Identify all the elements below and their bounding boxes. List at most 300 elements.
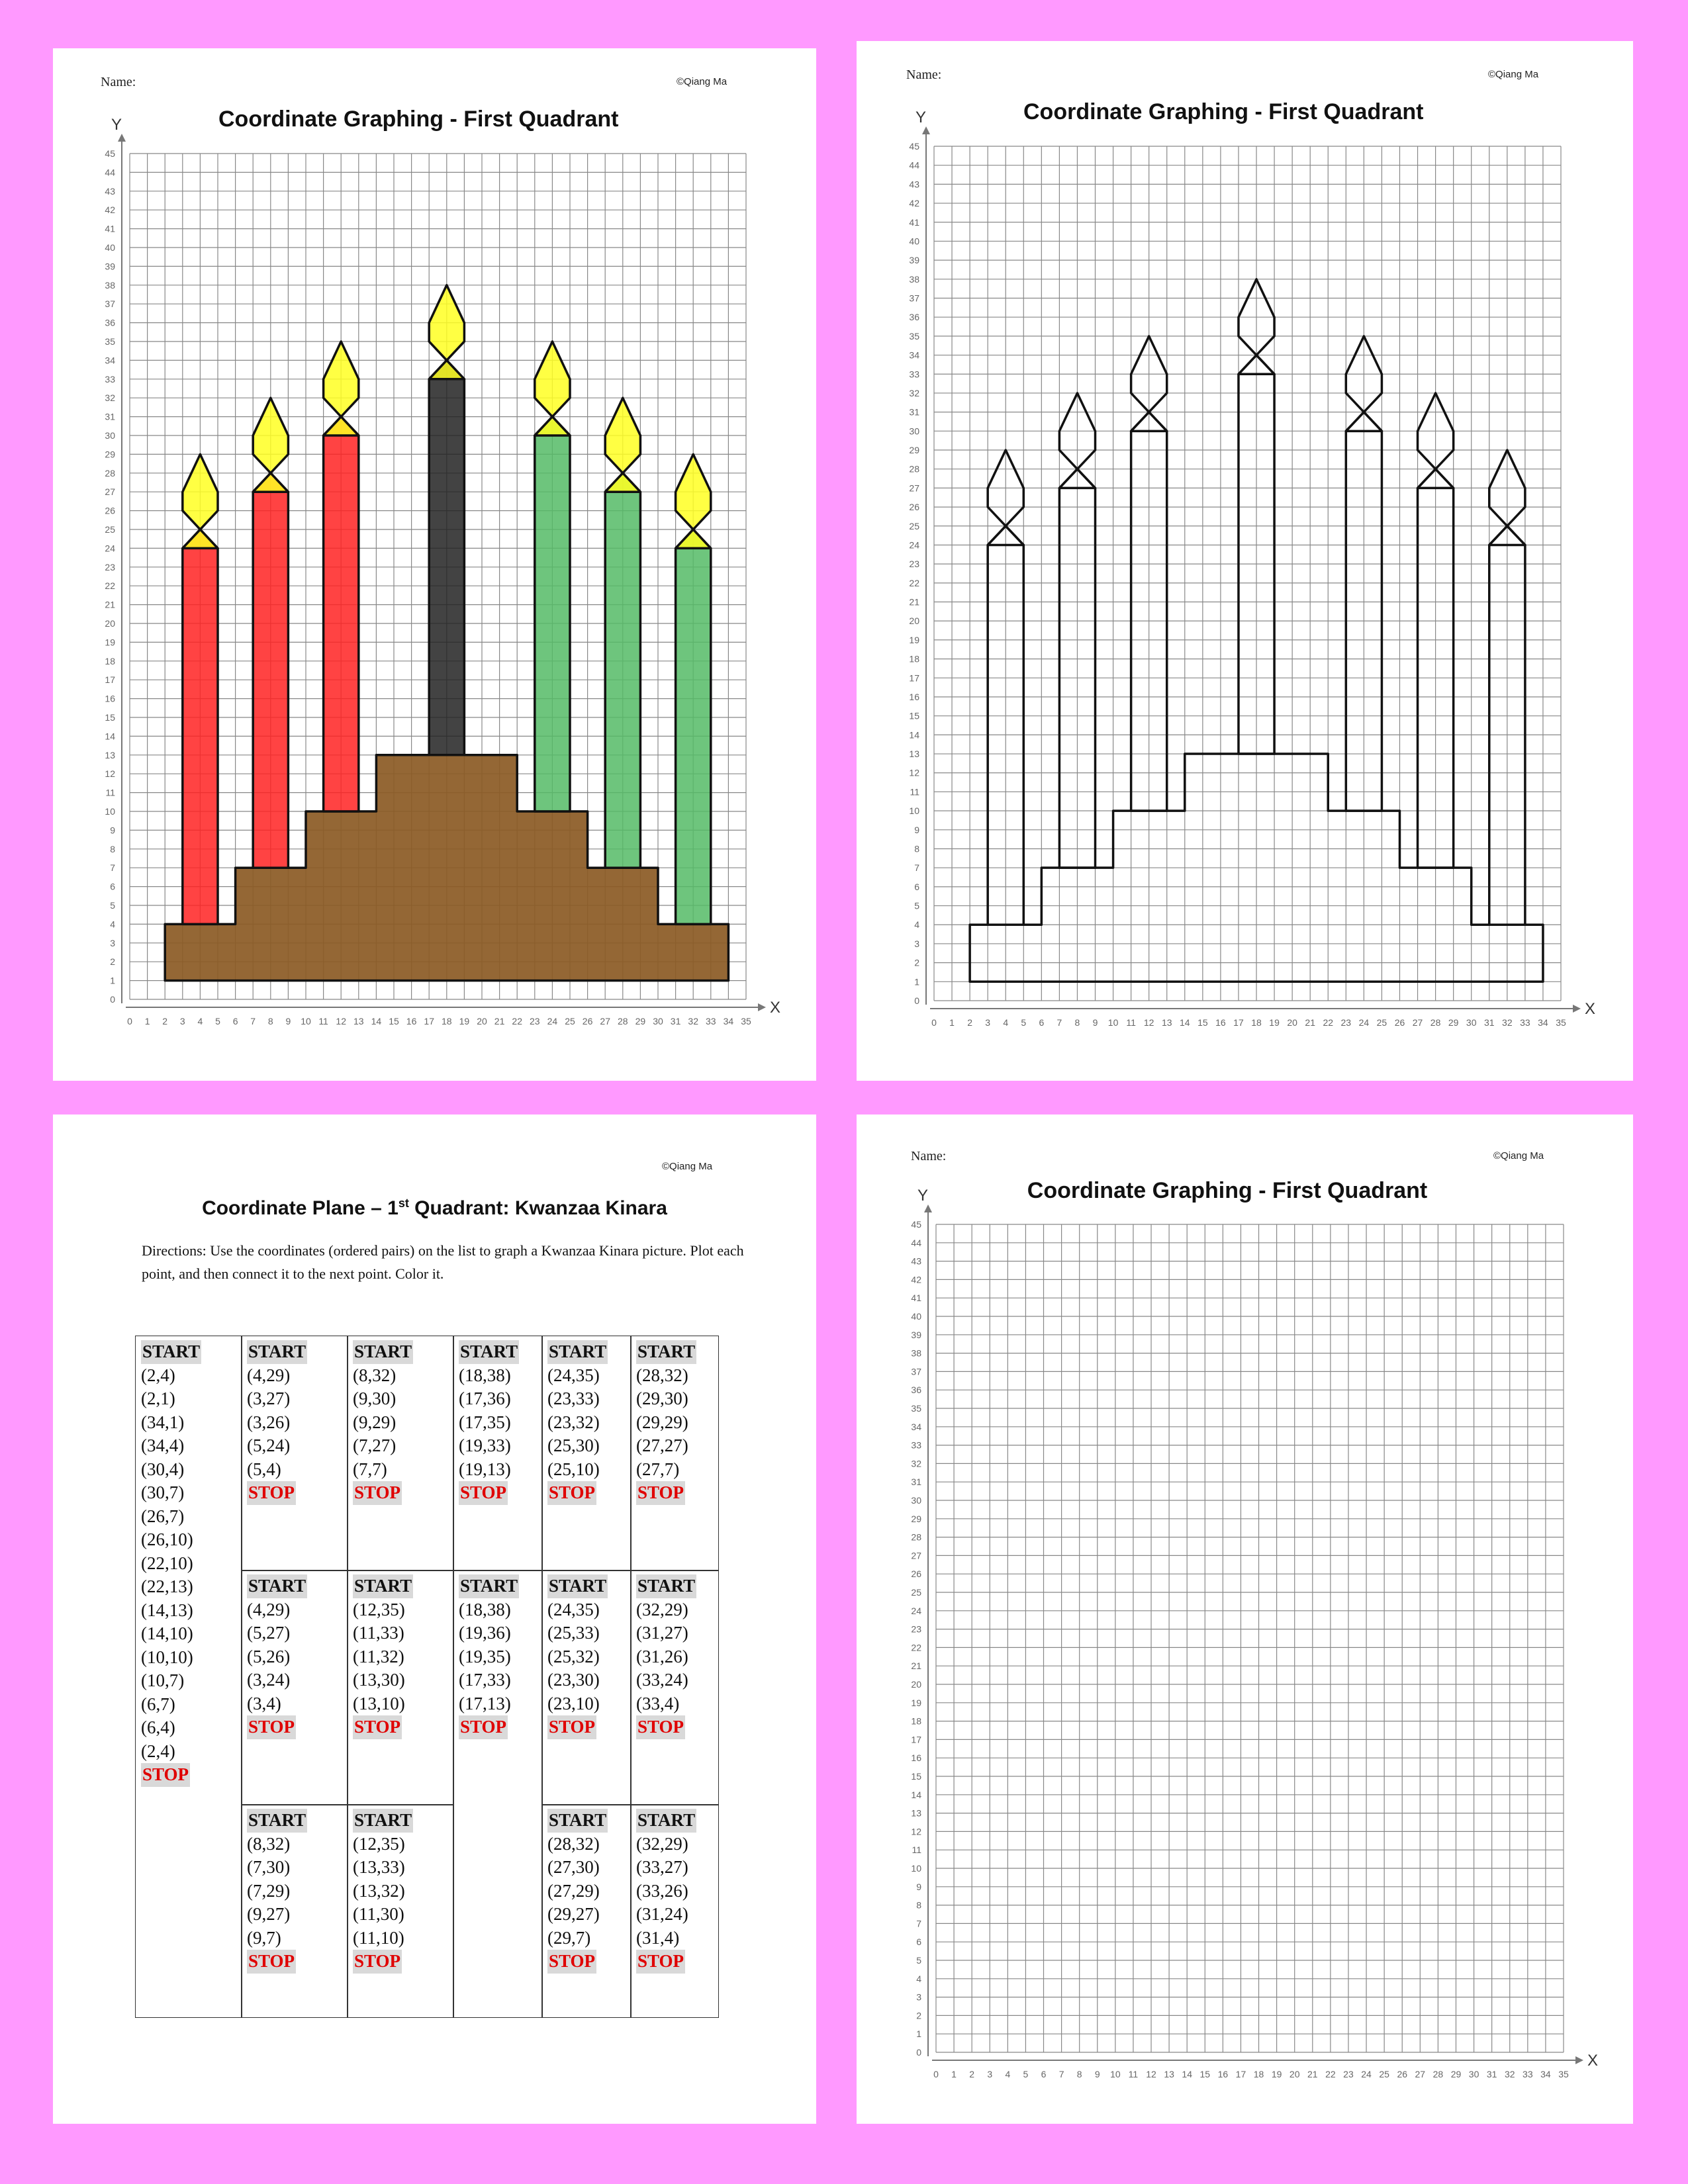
y-tick-label: 24 (909, 539, 919, 551)
ordered-pair: (9,7) (247, 1927, 281, 1948)
y-tick-label: 34 (105, 355, 115, 366)
y-tick-label: 19 (105, 637, 115, 648)
y-tick-label: 45 (105, 148, 115, 159)
y-tick-label: 1 (914, 976, 919, 987)
y-tick-label: 41 (911, 1293, 921, 1304)
x-tick-label: 28 (1430, 1017, 1441, 1028)
x-tick-label: 10 (1107, 1017, 1119, 1028)
y-tick-label: 33 (105, 373, 115, 385)
y-axis-arrow (118, 134, 126, 142)
y-tick-label: 3 (916, 1991, 921, 2003)
flame-1-shape (183, 454, 218, 548)
ordered-pair: (13,30) (353, 1670, 405, 1690)
ordered-pair: (12,35) (353, 1833, 405, 1854)
y-tick-label: 19 (909, 634, 919, 645)
y-tick-label: 27 (105, 486, 115, 498)
start-label: START (547, 1809, 608, 1833)
coordinate-list-cell (630, 1336, 719, 1571)
flame-5-shape (535, 341, 570, 435)
y-tick-label: 23 (105, 561, 115, 572)
x-tick-label: 33 (1520, 1017, 1530, 1028)
coordinate-list-cell (630, 1804, 719, 2018)
ordered-pair: (30,7) (141, 1482, 185, 1502)
x-tick-label: 35 (1558, 2069, 1569, 2079)
ordered-pair: (28,32) (547, 1833, 600, 1854)
stop-label: STOP (353, 1715, 402, 1739)
y-tick-label: 36 (911, 1385, 921, 1396)
y-tick-label: 34 (911, 1421, 921, 1432)
x-tick-label: 32 (1502, 1017, 1513, 1028)
start-label: START (353, 1574, 413, 1598)
x-tick-label: 21 (1307, 2069, 1318, 2079)
x-tick-label: 20 (477, 1016, 487, 1026)
ordered-pair: (4,29) (247, 1365, 291, 1385)
ordered-pair: (7,30) (247, 1857, 291, 1877)
x-tick-label: 17 (1233, 1017, 1244, 1028)
y-tick-label: 26 (909, 502, 919, 513)
y-tick-label: 6 (110, 881, 115, 892)
x-tick-label: 7 (250, 1016, 256, 1026)
y-tick-label: 25 (105, 524, 115, 535)
y-tick-label: 7 (110, 862, 115, 874)
y-tick-label: 22 (911, 1642, 921, 1653)
y-tick-label: 20 (105, 618, 115, 629)
y-tick-label: 44 (105, 167, 115, 178)
ordered-pair: (11,10) (353, 1927, 404, 1948)
x-tick-label: 6 (1041, 2069, 1047, 2079)
x-tick-label: 6 (232, 1016, 238, 1026)
y-tick-label: 36 (909, 312, 919, 323)
flame-7-shape (676, 454, 711, 548)
ordered-pair: (3,27) (247, 1388, 291, 1408)
y-tick-label: 41 (105, 223, 115, 234)
x-tick-label: 29 (635, 1016, 646, 1026)
ordered-pair: (27,29) (547, 1880, 600, 1901)
x-tick-label: 18 (442, 1016, 452, 1026)
x-tick-label: 15 (389, 1016, 399, 1026)
blank-coordinate-grid (857, 1115, 1633, 2124)
x-tick-label: 17 (424, 1016, 434, 1026)
y-tick-label: 39 (105, 261, 115, 272)
y-tick-label: 24 (911, 1605, 921, 1616)
y-tick-label: 1 (916, 2028, 921, 2040)
x-tick-label: 12 (336, 1016, 346, 1026)
x-tick-label: 3 (987, 2069, 993, 2079)
ordered-pair: (19,33) (459, 1435, 511, 1455)
x-tick-label: 35 (741, 1016, 751, 1026)
x-tick-label: 9 (285, 1016, 291, 1026)
ordered-pair: (19,13) (459, 1459, 511, 1479)
stop-label: STOP (247, 1950, 296, 1974)
x-tick-label: 19 (1269, 1017, 1280, 1028)
coordinate-list-cell (135, 1336, 242, 2018)
x-tick-label: 34 (1538, 1017, 1548, 1028)
x-tick-label: 0 (931, 1017, 937, 1028)
x-tick-label: 20 (1289, 2069, 1300, 2079)
y-tick-label: 29 (911, 1513, 921, 1524)
ordered-pair: (5,4) (247, 1459, 281, 1479)
y-tick-label: 10 (909, 805, 919, 817)
x-tick-label: 25 (565, 1016, 575, 1026)
x-tick-label: 23 (530, 1016, 540, 1026)
x-tick-label: 21 (1305, 1017, 1315, 1028)
y-tick-label: 10 (911, 1863, 921, 1874)
x-tick-label: 22 (1325, 2069, 1336, 2079)
ordered-pair: (17,36) (459, 1388, 511, 1408)
y-tick-label: 27 (911, 1550, 921, 1561)
y-tick-label: 37 (909, 293, 919, 304)
y-tick-label: 43 (909, 179, 919, 190)
y-axis-arrow (922, 126, 930, 134)
y-tick-label: 3 (110, 937, 115, 948)
ordered-pair: (22,13) (141, 1576, 193, 1596)
y-tick-label: 11 (910, 786, 919, 797)
x-tick-label: 30 (1468, 2069, 1479, 2079)
start-label: START (353, 1340, 413, 1364)
flame-3-shape (324, 341, 359, 435)
ordered-pair: (9,29) (353, 1412, 397, 1432)
ordered-pair: (27,7) (636, 1459, 680, 1479)
y-tick-label: 31 (911, 1477, 921, 1488)
x-tick-label: 22 (1323, 1017, 1334, 1028)
ordered-pair: (25,33) (547, 1623, 600, 1643)
flame-6-shape (605, 398, 640, 492)
stop-label: STOP (636, 1481, 685, 1505)
y-tick-label: 8 (914, 843, 919, 854)
y-tick-label: 40 (911, 1311, 921, 1322)
x-tick-label: 13 (1161, 1017, 1172, 1028)
ordered-pair: (9,27) (247, 1904, 291, 1924)
y-tick-label: 0 (916, 2047, 921, 2058)
y-tick-label: 24 (105, 543, 115, 554)
ordered-pair: (25,10) (547, 1459, 600, 1479)
x-tick-label: 32 (688, 1016, 698, 1026)
y-tick-label: 14 (911, 1789, 921, 1800)
y-tick-label: 17 (105, 674, 115, 686)
ordered-pair: (24,35) (547, 1365, 600, 1385)
ordered-pair: (31,27) (636, 1623, 688, 1643)
x-tick-label: 26 (582, 1016, 593, 1026)
x-axis-arrow (1573, 1005, 1581, 1013)
x-tick-label: 2 (162, 1016, 168, 1026)
coordinate-list-page (53, 1115, 816, 2124)
coordinate-list-cell (541, 1804, 632, 2018)
ordered-pair: (8,32) (247, 1833, 291, 1854)
x-axis-label: X (1585, 1000, 1596, 1018)
start-label: START (547, 1574, 608, 1598)
name-label: Name: (101, 75, 136, 89)
stop-label: STOP (547, 1715, 596, 1739)
y-tick-label: 20 (911, 1679, 921, 1690)
x-tick-label: 5 (1023, 2069, 1029, 2079)
coordinate-list-cell (347, 1804, 454, 2018)
y-tick-label: 37 (105, 298, 115, 310)
y-tick-label: 38 (911, 1347, 921, 1359)
base-shape (165, 755, 728, 981)
y-axis-label: Y (915, 109, 927, 126)
ordered-pair: (26,7) (141, 1506, 185, 1526)
x-tick-label: 26 (1394, 1017, 1405, 1028)
grid-lines (936, 1224, 1564, 2052)
x-tick-label: 25 (1379, 2069, 1389, 2079)
name-label: Name: (911, 1149, 947, 1163)
ordered-pair: (34,1) (141, 1412, 185, 1432)
y-tick-label: 42 (105, 205, 115, 216)
y-tick-label: 44 (909, 159, 919, 171)
x-tick-label: 11 (1126, 1017, 1136, 1028)
y-tick-label: 45 (911, 1219, 921, 1230)
ordered-pair: (14,13) (141, 1600, 193, 1620)
x-tick-label: 24 (547, 1016, 558, 1026)
y-tick-label: 23 (911, 1623, 921, 1635)
x-tick-label: 19 (459, 1016, 470, 1026)
x-tick-label: 5 (215, 1016, 220, 1026)
axes (922, 126, 1581, 1013)
y-tick-label: 37 (911, 1366, 921, 1377)
start-label: START (459, 1340, 519, 1364)
y-tick-label: 28 (911, 1531, 921, 1543)
x-tick-label: 12 (1146, 2069, 1156, 2079)
x-tick-label: 3 (985, 1017, 991, 1028)
ordered-pair: (32,29) (636, 1599, 688, 1619)
y-tick-label: 5 (110, 900, 115, 911)
y-tick-label: 13 (105, 749, 115, 760)
y-tick-label: 5 (916, 1955, 921, 1966)
y-tick-label: 16 (911, 1752, 921, 1764)
coordinate-list-cell (541, 1336, 632, 1571)
x-tick-label: 20 (1287, 1017, 1297, 1028)
x-tick-label: 34 (723, 1016, 734, 1026)
y-tick-label: 12 (911, 1826, 921, 1837)
y-tick-label: 13 (909, 749, 919, 760)
y-tick-label: 1 (110, 975, 115, 986)
stop-label: STOP (636, 1950, 685, 1974)
start-label: START (247, 1809, 307, 1833)
ordered-pair: (24,35) (547, 1599, 600, 1619)
tick-labels (911, 1219, 1569, 2079)
y-tick-label: 25 (909, 520, 919, 531)
y-tick-label: 33 (909, 369, 919, 380)
ordered-pair: (13,10) (353, 1693, 405, 1713)
stop-label: STOP (353, 1481, 402, 1505)
x-tick-label: 1 (949, 1017, 955, 1028)
ordered-pair: (17,35) (459, 1412, 511, 1432)
y-tick-label: 42 (909, 198, 919, 209)
y-tick-label: 43 (911, 1255, 921, 1267)
y-tick-label: 9 (110, 825, 115, 836)
ordered-pair: (19,36) (459, 1623, 511, 1643)
x-tick-label: 8 (1076, 2069, 1082, 2079)
y-tick-label: 8 (916, 1899, 921, 1911)
stop-label: STOP (353, 1950, 402, 1974)
x-tick-label: 16 (1217, 2069, 1229, 2079)
candle-3-shape (324, 417, 359, 811)
y-tick-label: 12 (909, 767, 919, 778)
ordered-pair: (2,4) (141, 1365, 175, 1385)
stop-label: STOP (247, 1481, 296, 1505)
y-tick-label: 18 (105, 655, 115, 666)
x-tick-label: 10 (1110, 2069, 1121, 2079)
y-tick-label: 40 (105, 242, 115, 253)
x-tick-label: 7 (1058, 2069, 1064, 2079)
x-tick-label: 3 (179, 1016, 185, 1026)
coordinate-list-cell (630, 1570, 719, 1805)
copyright: ©Qiang Ma (677, 76, 727, 87)
axes (924, 1205, 1583, 2064)
y-tick-label: 9 (914, 824, 919, 835)
y-tick-label: 2 (914, 957, 919, 968)
ordered-pair: (33,24) (636, 1670, 688, 1690)
ordered-pair: (34,4) (141, 1435, 185, 1455)
coordinate-list-cell (541, 1570, 632, 1805)
y-tick-label: 11 (105, 787, 115, 798)
candle-4-shape (429, 360, 464, 754)
stop-label: STOP (141, 1763, 190, 1787)
x-tick-label: 5 (1021, 1017, 1027, 1028)
y-tick-label: 18 (911, 1715, 921, 1727)
y-tick-label: 30 (105, 430, 115, 441)
x-tick-label: 33 (1523, 2069, 1533, 2079)
x-tick-label: 7 (1056, 1017, 1062, 1028)
y-tick-label: 27 (909, 482, 919, 494)
y-tick-label: 28 (105, 467, 115, 478)
stop-label: STOP (636, 1715, 685, 1739)
y-tick-label: 23 (909, 559, 919, 570)
copyright: ©Qiang Ma (1493, 1150, 1544, 1161)
x-tick-label: 12 (1143, 1017, 1154, 1028)
x-tick-label: 1 (144, 1016, 150, 1026)
y-tick-label: 4 (110, 919, 115, 930)
coordinate-list-cell (453, 1336, 543, 1571)
y-tick-label: 21 (911, 1661, 921, 1672)
copyright: ©Qiang Ma (662, 1161, 713, 1172)
y-axis-arrow (924, 1205, 932, 1212)
x-tick-label: 35 (1556, 1017, 1566, 1028)
y-tick-label: 18 (909, 653, 919, 664)
candle-1-shape (183, 529, 218, 924)
coordinate-list-cell (347, 1336, 454, 1571)
y-tick-label: 5 (914, 900, 919, 911)
x-tick-label: 30 (653, 1016, 663, 1026)
y-axis-label: Y (917, 1187, 929, 1205)
y-tick-label: 31 (909, 406, 919, 418)
x-tick-label: 8 (1074, 1017, 1080, 1028)
y-tick-label: 6 (914, 881, 919, 892)
y-tick-label: 9 (916, 1881, 921, 1892)
x-tick-label: 16 (406, 1016, 417, 1026)
y-tick-label: 4 (914, 919, 919, 931)
coordinate-list-cell (241, 1570, 348, 1805)
x-tick-label: 33 (706, 1016, 716, 1026)
y-tick-label: 13 (911, 1807, 921, 1819)
start-label: START (636, 1574, 696, 1598)
candle-6-shape (605, 473, 640, 868)
x-tick-label: 14 (371, 1016, 382, 1026)
x-tick-label: 14 (1182, 2069, 1192, 2079)
ordered-pair: (7,27) (353, 1435, 397, 1455)
page-title: Coordinate Graphing - First Quadrant (1023, 99, 1424, 124)
candle-5-shape (535, 417, 570, 811)
coordinate-list-cell (241, 1804, 348, 2018)
x-tick-label: 0 (933, 2069, 939, 2079)
kinara-outline-graph (857, 41, 1633, 1081)
ordered-pair: (25,30) (547, 1435, 600, 1455)
start-label: START (247, 1340, 307, 1364)
x-tick-label: 2 (969, 2069, 975, 2079)
y-tick-label: 6 (916, 1936, 921, 1948)
x-tick-label: 29 (1448, 1017, 1459, 1028)
directions-text: Directions: Use the coordinates (ordered pairs) on the list to graph a Kwanzaa Kinara picture. Plot each point, and then connect it to the next point. Color it. (142, 1242, 744, 1282)
x-tick-label: 32 (1504, 2069, 1515, 2079)
x-tick-label: 15 (1197, 1017, 1208, 1028)
y-tick-label: 16 (105, 693, 115, 704)
y-tick-label: 45 (909, 141, 919, 152)
y-tick-label: 39 (911, 1329, 921, 1340)
y-tick-label: 20 (909, 615, 919, 627)
stop-label: STOP (459, 1481, 508, 1505)
y-tick-label: 21 (105, 599, 115, 610)
start-label: START (459, 1574, 519, 1598)
x-tick-label: 19 (1271, 2069, 1282, 2079)
stop-label: STOP (459, 1715, 508, 1739)
ordered-pair: (3,24) (247, 1670, 291, 1690)
x-tick-label: 15 (1199, 2069, 1211, 2079)
ordered-pair: (6,4) (141, 1717, 175, 1737)
y-tick-label: 7 (914, 862, 919, 874)
ordered-pair: (33,4) (636, 1693, 680, 1713)
start-label: START (636, 1809, 696, 1833)
outline-graph-page (857, 41, 1633, 1081)
ordered-pair: (27,27) (636, 1435, 688, 1455)
ordered-pair: (28,32) (636, 1365, 688, 1385)
x-tick-label: 11 (318, 1016, 328, 1026)
ordered-pair: (31,4) (636, 1927, 680, 1948)
y-tick-label: 15 (911, 1771, 921, 1782)
ordered-pair: (14,10) (141, 1623, 193, 1643)
x-tick-label: 4 (1003, 1017, 1009, 1028)
ordered-pair: (11,32) (353, 1646, 404, 1666)
kinara-colored-graph (53, 48, 816, 1081)
y-tick-label: 32 (911, 1458, 921, 1469)
y-tick-label: 15 (105, 712, 115, 723)
y-tick-label: 11 (912, 1844, 921, 1856)
x-axis-label: X (1587, 2052, 1599, 2070)
x-tick-label: 9 (1094, 2069, 1100, 2079)
coordinate-list-cell (241, 1336, 348, 1571)
ordered-pair: (23,33) (547, 1388, 600, 1408)
y-tick-label: 35 (105, 336, 115, 347)
kinara-shapes (165, 285, 728, 981)
flame-2-shape (253, 398, 288, 492)
ordered-pair: (5,26) (247, 1646, 291, 1666)
y-tick-label: 30 (909, 426, 919, 437)
ordered-pair: (29,27) (547, 1904, 600, 1924)
ordered-pair: (29,7) (547, 1927, 591, 1948)
ordered-pair: (23,10) (547, 1693, 600, 1713)
x-axis-arrow (1575, 2056, 1583, 2064)
x-tick-label: 4 (1005, 2069, 1011, 2079)
page-title: Coordinate Graphing - First Quadrant (1027, 1178, 1428, 1203)
coordinate-list-cell (347, 1570, 454, 1805)
x-tick-label: 22 (512, 1016, 522, 1026)
y-tick-label: 17 (911, 1734, 921, 1745)
ordered-pair: (10,7) (141, 1670, 185, 1690)
x-tick-label: 0 (127, 1016, 132, 1026)
title-part-2: Quadrant: Kwanzaa Kinara (408, 1197, 667, 1219)
x-tick-label: 9 (1092, 1017, 1098, 1028)
worksheet-title (53, 1197, 816, 1220)
ordered-pair: (13,33) (353, 1857, 405, 1877)
